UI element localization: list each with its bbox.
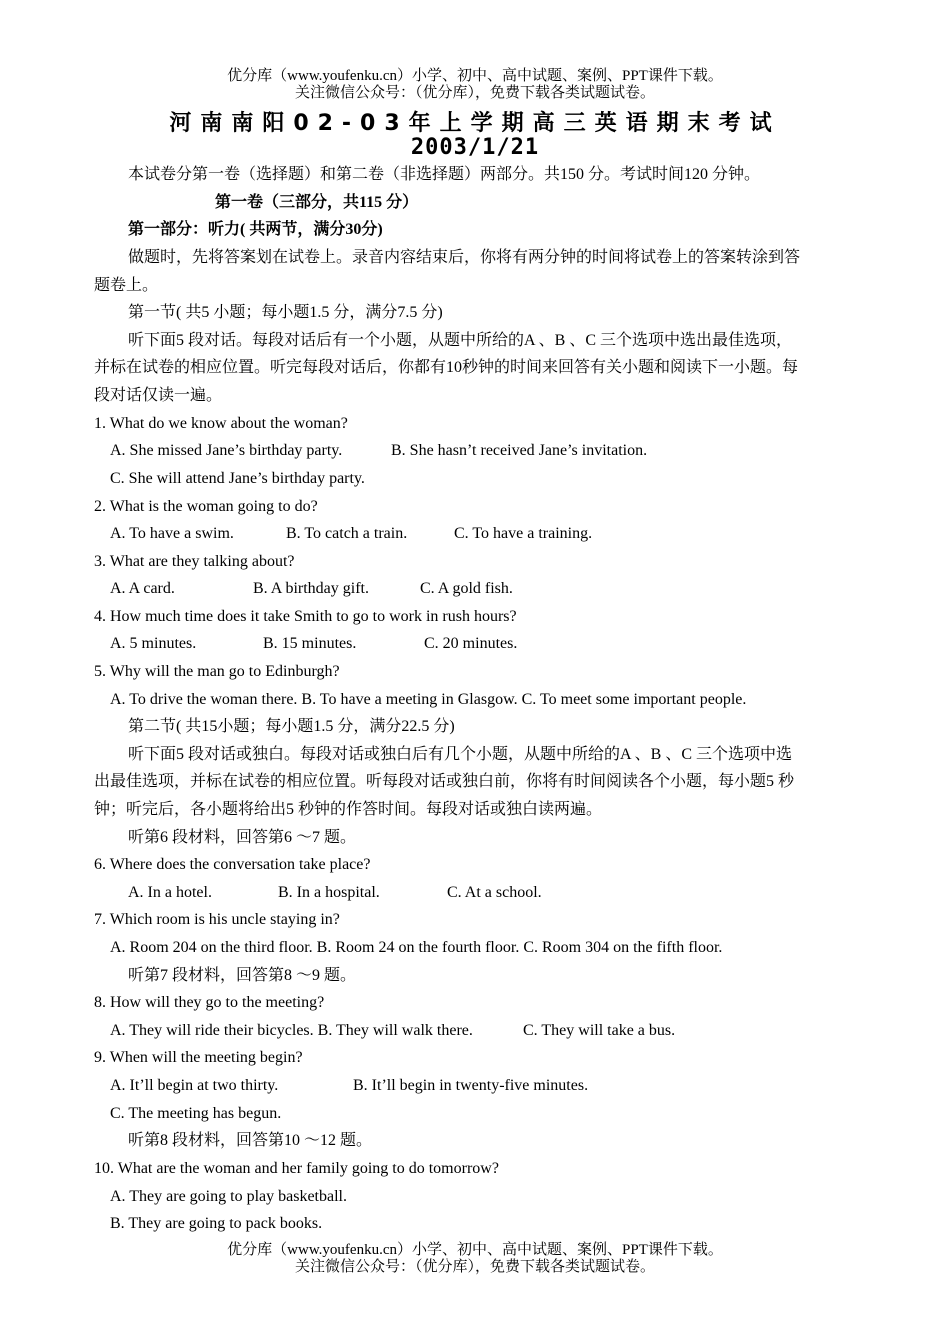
- q8-options-ab: A. They will ride their bicycles. B. They will walk there.: [110, 1022, 473, 1039]
- q9-option-c: C. The meeting has begun.: [110, 1105, 282, 1122]
- q4-option-c: C. 20 minutes.: [424, 635, 518, 652]
- section2-instruction-end: 钟；听完后，各小题将给出5 秒钟的作答时间。每段对话或独白读两遍。: [94, 801, 603, 818]
- header-line-2: 关注微信公众号：（优分库），免费下载各类试题试卷。: [294, 85, 655, 101]
- q9-option-a: A. It’ll begin at two thirty.: [110, 1077, 279, 1094]
- q6-option-a: A. In a hotel.: [128, 884, 212, 901]
- question-1: 1. What do we know about the woman?: [94, 415, 348, 432]
- q1-option-b: B. She hasn’t received Jane’s invitation.: [391, 442, 648, 459]
- section1-heading: 第一节( 共5 小题；每小题1.5 分，满分7.5 分): [128, 304, 443, 321]
- q2-option-b: B. To catch a train.: [286, 525, 408, 542]
- question-9: 9. When will the meeting begin?: [94, 1049, 303, 1066]
- section1-instruction-end: 段对话仅读一遍。: [94, 387, 223, 404]
- question-2: 2. What is the woman going to do?: [94, 498, 318, 515]
- section1-instruction: 听下面5 段对话。每段对话后有一个小题，从题中所给的A 、B 、C 三个选项中选出最佳选项，: [128, 332, 793, 349]
- question-8: 8. How will they go to the meeting?: [94, 994, 325, 1011]
- q1-option-c: C. She will attend Jane’s birthday party.: [110, 470, 365, 487]
- q2-option-c: C. To have a training.: [454, 525, 593, 542]
- q8-option-c: C. They will take a bus.: [523, 1022, 676, 1039]
- intro-text: 本试卷分第一卷（选择题）和第二卷（非选择题）两部分。共150 分。考试时间120 分钟。: [128, 166, 761, 183]
- question-6: 6. Where does the conversation take place?: [94, 856, 371, 873]
- q6-option-c: C. At a school.: [447, 884, 542, 901]
- section2-instruction-cont: 出最佳选项，并标在试卷的相应位置。听每段对话或独白前，你将有时间阅读各个小题，每小题5 秒: [94, 773, 795, 790]
- part1-instruction: 做题时，先将答案划在试卷上。录音内容结束后，你将有两分钟的时间将试卷上的答案转涂到答: [128, 249, 801, 266]
- q5-options: A. To drive the woman there. B. To have a meeting in Glasgow. C. To meet some important people.: [110, 691, 747, 708]
- q3-option-a: A. A card.: [110, 580, 175, 597]
- part1-heading: 第一部分：听力( 共两节，满分30分): [128, 221, 383, 238]
- exam-date: 2003/1/21: [410, 135, 540, 160]
- q6-option-b: B. In a hospital.: [278, 884, 380, 901]
- question-4: 4. How much time does it take Smith to go to work in rush hours?: [94, 608, 517, 625]
- q4-option-b: B. 15 minutes.: [263, 635, 357, 652]
- q2-option-a: A. To have a swim.: [110, 525, 234, 542]
- footer-line-1: 优分库（www.youfenku.cn）小学、初中、高中试题、案例、PPT课件下载。: [227, 1242, 723, 1258]
- question-7: 7. Which room is his uncle staying in?: [94, 911, 340, 928]
- q3-option-c: C. A gold fish.: [420, 580, 513, 597]
- q10-option-a: A. They are going to play basketball.: [110, 1188, 347, 1205]
- section1-instruction-cont: 并标在试卷的相应位置。听完每段对话后，你都有10秒钟的时间来回答有关小题和阅读下一小题。每: [94, 359, 799, 376]
- footer-line-2: 关注微信公众号：（优分库），免费下载各类试题试卷。: [294, 1259, 655, 1275]
- question-3: 3. What are they talking about?: [94, 553, 295, 570]
- material-6-note: 听第6 段材料，回答第6 ～7 题。: [128, 829, 357, 846]
- header-line-1: 优分库（www.youfenku.cn）小学、初中、高中试题、案例、PPT课件下载。: [227, 68, 723, 84]
- volume-heading: 第一卷（三部分，共115 分）: [215, 194, 419, 211]
- part1-instruction-cont: 题卷上。: [94, 277, 159, 294]
- question-5: 5. Why will the man go to Edinburgh?: [94, 663, 340, 680]
- q1-option-a: A. She missed Jane’s birthday party.: [110, 442, 343, 459]
- exam-title: 河南南阳02-03年上学期高三英语期末考试: [169, 111, 781, 136]
- section2-instruction: 听下面5 段对话或独白。每段对话或独白后有几个小题，从题中所给的A 、B 、C 三个选项中选: [128, 746, 793, 763]
- q3-option-b: B. A birthday gift.: [253, 580, 369, 597]
- q4-option-a: A. 5 minutes.: [110, 635, 197, 652]
- material-8-note: 听第8 段材料，回答第10 ～12 题。: [128, 1132, 373, 1149]
- section2-heading: 第二节( 共15小题；每小题1.5 分，满分22.5 分): [128, 718, 455, 735]
- question-10: 10. What are the woman and her family going to do tomorrow?: [94, 1160, 499, 1177]
- q9-option-b: B. It’ll begin in twenty-five minutes.: [353, 1077, 589, 1094]
- material-7-note: 听第7 段材料，回答第8 ～9 题。: [128, 967, 357, 984]
- q7-options: A. Room 204 on the third floor. B. Room 24 on the fourth floor. C. Room 304 on the fifth floor.: [110, 939, 723, 956]
- q10-option-b: B. They are going to pack books.: [110, 1215, 323, 1232]
